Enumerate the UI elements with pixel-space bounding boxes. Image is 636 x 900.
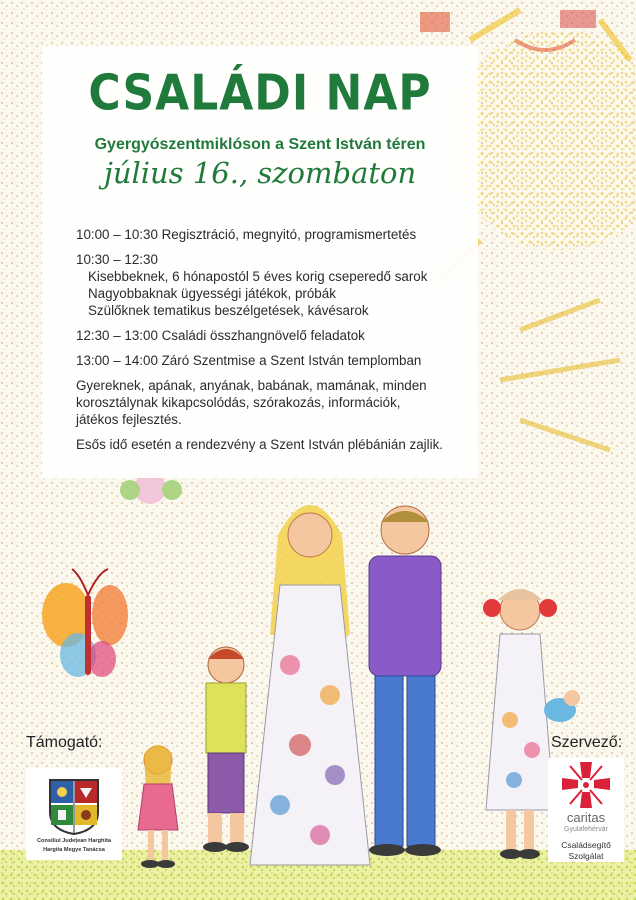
event-date: július 16., szombaton bbox=[103, 156, 417, 190]
schedule-block bbox=[76, 251, 472, 319]
schedule-block bbox=[76, 327, 472, 344]
info-panel bbox=[42, 46, 478, 478]
caritas-wordmark: caritas bbox=[566, 810, 606, 825]
council-name-ro: Consiliul Județean Harghita bbox=[37, 838, 111, 844]
organizer-logo bbox=[548, 758, 624, 862]
caritas-service-line1: Családsegítő bbox=[561, 840, 611, 850]
schedule-subitem: Szülőknek tematikus beszélgetések, kávésarok bbox=[88, 303, 369, 318]
schedule-block bbox=[76, 352, 472, 369]
event-location: Gyergyószentmiklóson a Szent István téren bbox=[94, 136, 426, 153]
schedule-line: Esős idő esetén a rendezvény a Szent István plébánián zajlik. bbox=[76, 437, 443, 452]
audience-description bbox=[76, 377, 472, 428]
organizer-label: Szervező: bbox=[551, 734, 623, 751]
sponsor-logo bbox=[26, 768, 122, 860]
council-name-hu: Hargita Megye Tanácsa bbox=[43, 847, 105, 853]
caritas-cross-icon bbox=[560, 760, 612, 810]
caritas-city: Gyulafehérvár bbox=[564, 826, 608, 833]
schedule-line: 10:30 – 12:30 bbox=[76, 252, 158, 267]
sponsor-label: Támogató: bbox=[26, 734, 103, 751]
rain-notice bbox=[76, 436, 472, 453]
schedule-line: Gyereknek, apának, anyának, babának, mamának, minden bbox=[76, 378, 427, 393]
schedule-line: 10:00 – 10:30 Regisztráció, megnyitó, programismertetés bbox=[76, 227, 417, 242]
schedule-subitem: Kisebbeknek, 6 hónapostól 5 éves korig cseperedő sarok bbox=[88, 269, 428, 284]
schedule-line: 13:00 – 14:00 Záró Szentmise a Szent István templomban bbox=[76, 353, 422, 368]
caritas-service-line2: Szolgálat bbox=[568, 851, 604, 861]
event-title: CSALÁDI NAP bbox=[88, 64, 432, 123]
schedule-subitem: Nagyobbaknak ügyességi játékok, próbák bbox=[88, 286, 336, 301]
program-schedule bbox=[76, 226, 472, 461]
county-crest-icon bbox=[46, 778, 102, 836]
schedule-line: korosztálynak kikapcsolódás, szórakozás, információk, bbox=[76, 395, 401, 410]
schedule-block bbox=[76, 226, 472, 243]
schedule-line: 12:30 – 13:00 Családi összhangnövelő feladatok bbox=[76, 328, 365, 343]
schedule-line: játékos fejlesztés. bbox=[76, 412, 182, 427]
